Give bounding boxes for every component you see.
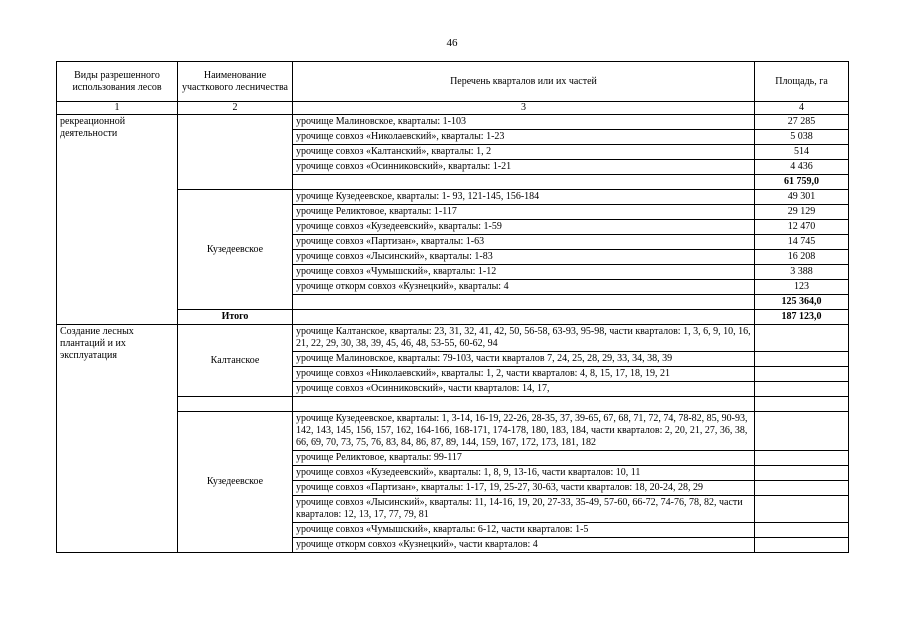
area-cell: [755, 325, 849, 352]
area-cell: 514: [755, 145, 849, 160]
use-type-cell: рекреационной деятельности: [57, 115, 178, 325]
header-area: Площадь, га: [755, 62, 849, 102]
quarters-cell: урочище совхоз «Николаевский», кварталы: 1, 2, части кварталов: 4, 8, 15, 17, 18, 19, 21: [293, 367, 755, 382]
area-cell: [755, 481, 849, 496]
area-cell: 14 745: [755, 235, 849, 250]
quarters-cell: урочище совхоз «Калтанский», кварталы: 1, 2: [293, 145, 755, 160]
quarters-cell: урочище Реликтовое, кварталы: 1-117: [293, 205, 755, 220]
subtotal-cell: 125 364,0: [755, 295, 849, 310]
quarters-cell: урочище совхоз «Партизан», кварталы: 1-17, 19, 25-27, 30-63, части кварталов: 18, 20-24, 28, 29: [293, 481, 755, 496]
quarters-cell: [293, 295, 755, 310]
total-label: Итого: [178, 310, 293, 325]
quarters-cell: урочище Калтанское, кварталы: 23, 31, 32, 41, 42, 50, 56-58, 63-93, 95-98, части кварталов: 1, 3, 6, 9, 10, 16, 21, 22, 29, 30, 38, 39, 45, 46, 48, 53-55, 60-62, 94: [293, 325, 755, 352]
quarters-cell: урочище откорм совхоз «Кузнецкий», кварталы: 4: [293, 280, 755, 295]
quarters-cell: урочище совхоз «Осинниковский», части кварталов: 14, 17,: [293, 382, 755, 397]
quarters-cell: [293, 175, 755, 190]
area-cell: 27 285: [755, 115, 849, 130]
area-cell: [755, 523, 849, 538]
page-number: 46: [446, 37, 458, 49]
area-cell: [755, 367, 849, 382]
total-cell: 187 123,0: [755, 310, 849, 325]
quarters-cell: урочище совхоз «Кузедеевский», кварталы: 1, 8, 9, 13-16, части кварталов: 10, 11: [293, 466, 755, 481]
quarters-cell: урочище Малиновское, кварталы: 1-103: [293, 115, 755, 130]
area-cell: [755, 466, 849, 481]
area-cell: [755, 538, 849, 553]
forestry-cell: Кузедеевское: [178, 412, 293, 553]
quarters-cell: урочище Кузедеевское, кварталы: 1- 93, 121-145, 156-184: [293, 190, 755, 205]
quarters-cell: урочище совхоз «Лысинский», кварталы: 1-83: [293, 250, 755, 265]
area-cell: 3 388: [755, 265, 849, 280]
area-cell: 4 436: [755, 160, 849, 175]
area-cell: [755, 397, 849, 412]
quarters-cell: [293, 310, 755, 325]
quarters-cell: урочище совхоз «Чумышский», кварталы: 1-12: [293, 265, 755, 280]
col-number: 4: [755, 102, 849, 115]
header-quarters: Перечень кварталов или их частей: [293, 62, 755, 102]
forestry-cell: Калтанское: [178, 325, 293, 397]
area-cell: 5 038: [755, 130, 849, 145]
col-number: 2: [178, 102, 293, 115]
quarters-cell: урочище совхоз «Лысинский», кварталы: 11, 14-16, 19, 20, 27-33, 35-49, 57-60, 66-72, 74-76, 78, 82, части кварталов: 12, 13, 17, 77, 79, 81: [293, 496, 755, 523]
area-cell: [755, 496, 849, 523]
area-cell: 123: [755, 280, 849, 295]
quarters-cell: урочище совхоз «Осинниковский», кварталы: 1-21: [293, 160, 755, 175]
forestry-cell: [178, 397, 293, 412]
quarters-cell: урочище Реликтовое, кварталы: 99-117: [293, 451, 755, 466]
forestry-cell: Кузедеевское: [178, 190, 293, 310]
quarters-cell: урочище Кузедеевское, кварталы: 1, 3-14, 16-19, 22-26, 28-35, 37, 39-65, 67, 68, 71, 72, 74, 78-82, 85, 90-93, 142, 143, 145, 156, 157, 162, 164-166, 168-171, 174-178, 180, 183, 184, части кварталов: 2, 20, 21, 27, 36, 38, 66, 69, 70, 73, 75, 76, 83, 84, 86, 87, 89, 144, 159, 167, 172, 173, 181, 182: [293, 412, 755, 451]
quarters-cell: урочище откорм совхоз «Кузнецкий», части кварталов: 4: [293, 538, 755, 553]
header-use-type: Виды разрешенного использования лесов: [57, 62, 178, 102]
area-cell: 29 129: [755, 205, 849, 220]
subtotal-cell: 61 759,0: [755, 175, 849, 190]
area-cell: [755, 451, 849, 466]
quarters-cell: [293, 397, 755, 412]
quarters-cell: урочище совхоз «Кузедеевский», кварталы: 1-59: [293, 220, 755, 235]
forest-use-table: [56, 61, 849, 553]
area-cell: [755, 412, 849, 451]
quarters-cell: урочище Малиновское, кварталы: 79-103, части кварталов 7, 24, 25, 28, 29, 33, 34, 38, 39: [293, 352, 755, 367]
quarters-cell: урочище совхоз «Чумышский», кварталы: 6-12, части кварталов: 1-5: [293, 523, 755, 538]
col-number: 3: [293, 102, 755, 115]
col-number: 1: [57, 102, 178, 115]
area-cell: 49 301: [755, 190, 849, 205]
header-forestry: Наименование участкового лесничества: [178, 62, 293, 102]
area-cell: [755, 382, 849, 397]
area-cell: 12 470: [755, 220, 849, 235]
use-type-cell: Создание лесных плантаций и их эксплуатация: [57, 325, 178, 553]
forestry-cell: [178, 115, 293, 190]
area-cell: 16 208: [755, 250, 849, 265]
quarters-cell: урочище совхоз «Николаевский», кварталы: 1-23: [293, 130, 755, 145]
area-cell: [755, 352, 849, 367]
quarters-cell: урочище совхоз «Партизан», кварталы: 1-63: [293, 235, 755, 250]
